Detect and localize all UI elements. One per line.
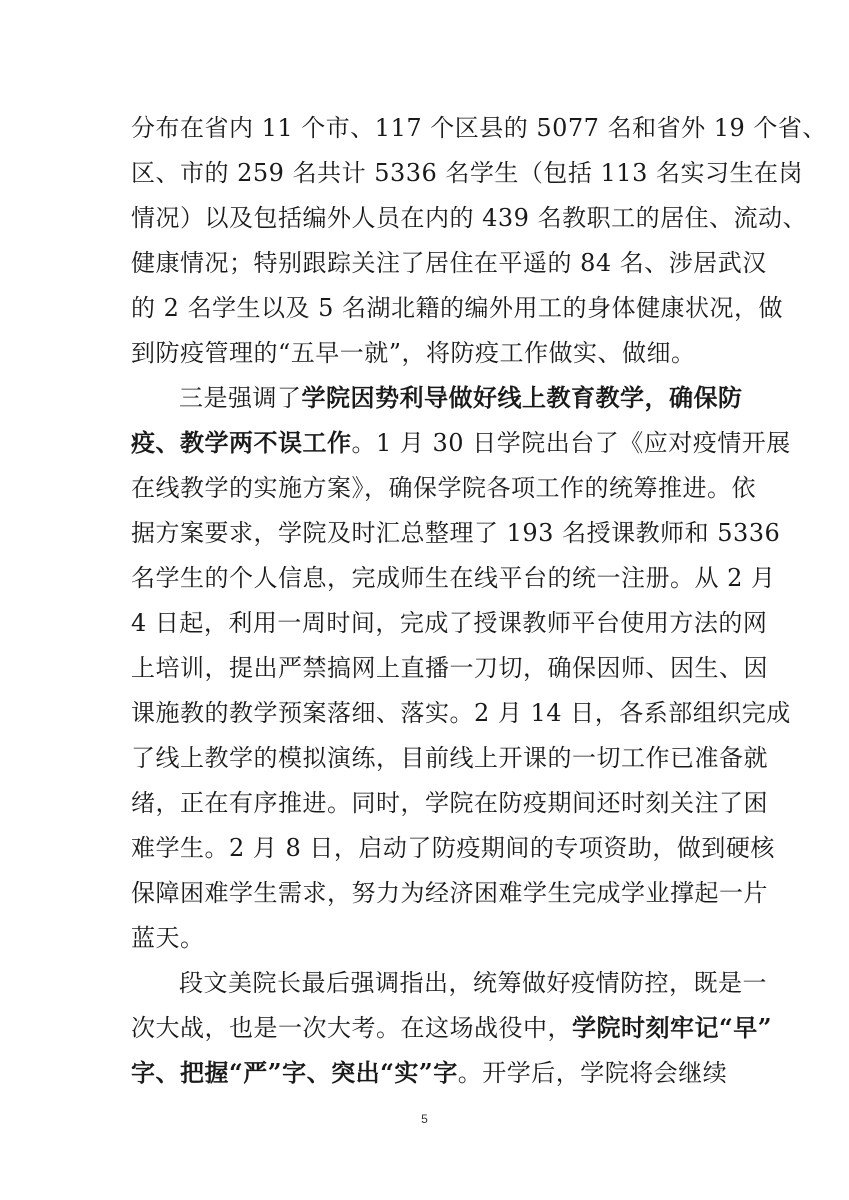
text-segment: 到防疫管理的“五早一就”，将防疫工作做实、做细。	[131, 339, 696, 367]
text-segment: 上培训，提出严禁搞网上直播一刀切，确保因师、因生、因	[131, 654, 768, 682]
text-segment: 情况）以及包括编外人员在内的 439 名教职工的居住、流动、	[131, 204, 808, 232]
text-segment-bold: 字、把握“严”字、突出“实”字	[131, 1058, 458, 1087]
text-line	[131, 466, 756, 510]
text-segment: 难学生。2 月 8 日，启动了防疫期间的专项资助，做到硬核	[131, 834, 775, 862]
text-segment: 分布在省内 11 个市、117 个区县的 5077 名和省外 19 个省、	[131, 114, 827, 142]
text-line	[131, 646, 768, 690]
text-line	[131, 511, 781, 555]
text-segment-bold: 学院因势利导做好线上教育教学，确保防	[301, 383, 743, 412]
text-segment: 课施教的教学预案落细、落实。2 月 14 日，各系部组织完成	[131, 699, 791, 727]
text-segment: 。1 月 30 日学院出台了《应对疫情开展	[351, 429, 791, 457]
text-line	[179, 376, 743, 420]
text-segment: 4 日起，利用一周时间，完成了授课教师平台使用方法的网	[131, 609, 768, 637]
text-line	[131, 601, 768, 645]
text-line	[131, 1006, 773, 1050]
text-line	[131, 691, 791, 735]
text-line	[131, 736, 768, 780]
text-line	[131, 826, 775, 870]
text-segment: 蓝天。	[131, 924, 205, 952]
text-segment: 在线教学的实施方案》，确保学院各项工作的统筹推进。依	[131, 474, 756, 502]
text-segment-bold: 疫、教学两不误工作	[131, 428, 352, 457]
text-segment: 绪，正在有序推进。同时，学院在防疫期间还时刻关注了困	[131, 789, 768, 817]
text-segment: 健康情况；特别跟踪关注了居住在平遥的 84 名、涉居武汉	[131, 249, 767, 277]
text-segment: 名学生的个人信息，完成师生在线平台的统一注册。从 2 月	[131, 564, 776, 592]
text-line	[131, 1051, 728, 1095]
text-line	[131, 421, 791, 465]
text-segment: 的 2 名学生以及 5 名湖北籍的编外用工的身体健康状况，做	[131, 294, 784, 322]
text-segment: 区、市的 259 名共计 5336 名学生（包括 113 名实习生在岗	[131, 159, 803, 187]
text-segment-bold: 学院时刻牢记“早”	[572, 1013, 773, 1042]
text-line	[131, 331, 721, 375]
text-segment: 保障困难学生需求，努力为经济困难学生完成学业撑起一片	[131, 879, 768, 907]
text-line	[131, 916, 721, 960]
page-number: 5	[421, 1112, 428, 1126]
text-segment: 据方案要求，学院及时汇总整理了 193 名授课教师和 5336	[131, 519, 781, 547]
text-segment: 。开学后，学院将会继续	[457, 1059, 728, 1087]
text-line	[131, 106, 827, 150]
text-segment: 段文美院长最后强调指出，统筹做好疫情防控，既是一	[179, 969, 767, 997]
text-line	[179, 961, 767, 1005]
text-line	[131, 196, 808, 240]
text-segment: 次大战，也是一次大考。在这场战役中，	[131, 1014, 572, 1042]
text-segment: 三是强调了	[179, 384, 302, 412]
text-line	[131, 871, 768, 915]
text-line	[131, 556, 776, 600]
text-line	[131, 286, 784, 330]
text-segment: 了线上教学的模拟演练，目前线上开课的一切工作已准备就	[131, 744, 768, 772]
text-line	[131, 781, 768, 825]
text-line	[131, 241, 767, 285]
text-line	[131, 151, 803, 195]
